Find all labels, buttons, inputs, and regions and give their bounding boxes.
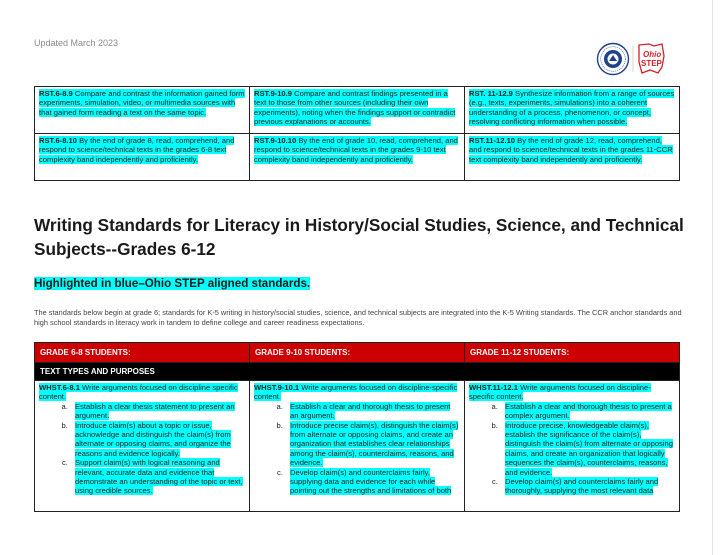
intro-paragraph: The standards below begin at grade 6; standards for K-5 writing in history/social studies, science, and technical subjects are integrated into the K-5 Writing standards. The CCR anchor standards and high school standards in literacy work in tandem to define college and career readiness expectations. [34,308,682,327]
section-row [35,363,680,381]
table-cell: RST.9-10.9 Compare and contrast findings presented in a text to those from other sources (including their own experiments), noting when the findings support or contradict previous explanations or accounts. [250,87,465,134]
table-row [35,87,680,134]
reading-standards-table [34,86,680,181]
list-item: b. Introduce precise, knowledgeable claim(s), establish the significance of the claim(s), distinguish the claim(s) from alternate or opposing claims, and create an organization that logically sequences the claim(s), counterclaims, reasons, and evidence. [500,421,675,477]
ohio-logos [596,42,684,76]
table-row [35,381,680,512]
header-grade-9-10: GRADE 9-10 STUDENTS: [250,343,465,363]
writing-standards-table [34,342,680,512]
header-grade-6-8: GRADE 6-8 STUDENTS: [35,343,250,363]
standard-cell-9-10: WHST.9-10.1 Write arguments focused on discipline-specific content. a. Establish a clear and thorough thesis to present an argument. b. Introduce precise claim(s), distinguish the claim(s) from alternate or opposing claims, and create an organization that establishes clear relationships among the claim(s), counterclaims, reasons, and evidence. c. Develop claim(s) and counterclaims fairly, supplying data and evidence for each while pointing out the strengths and limitations of both [250,381,465,512]
table-cell: RST.11-12.10 By the end of grade 12, read, comprehend, and respond to science/technical texts in the grades 11-CCR text complexity band independently and proficiently. [465,134,680,181]
table-cell: RST.6-8.10 By the end of grade 8, read, comprehend, and respond to science/technical texts in the grades 6-8 text complexity band independently and proficiently. [35,134,250,181]
header-grade-11-12: GRADE 11-12 STUDENTS: [465,343,680,363]
updated-date: Updated March 2023 [34,38,119,48]
standard-cell-6-8: WHST.6-8.1 Write arguments focused on discipline specific content. a. Establish a clear thesis statement to present an argument. b. Introduce claim(s) about a topic or issue, acknowledge and distinguish the claim(s) from alternate or opposing claims, and organize the reasons and evidence logically. c. Support claim(s) with logical reasoning and relevant, accurate data and evidence that demonstrate an understanding of the topic or text, using credible sources. [35,381,250,512]
list-item: a. Establish a clear and thorough thesis to present an argument. [285,402,460,421]
list-item: b. Introduce claim(s) about a topic or issue, acknowledge and distinguish the claim(s) from alternate or opposing claims, and organize the reasons and evidence logically. [70,421,245,459]
svg-text:STEP: STEP [641,59,662,68]
list-item: c. Develop claim(s) and counterclaims fairly, supplying data and evidence for each while pointing out the strengths and limitations of both [285,468,460,496]
table-cell: RST.6-8.9 Compare and contrast the information gained form experiments, simulation, video, or multimedia sources with that gained form reading a text on the same topic. [35,87,250,134]
list-item: c. Develop claim(s) and counterclaims fairly and thoroughly, supplying the most relevant data [500,477,675,496]
highlight-note: Highlighted in blue–Ohio STEP aligned standards. [34,277,311,290]
svg-text:Ohio: Ohio [643,50,662,59]
table-cell: RST.9-10.10 By the end of grade 10, read, comprehend, and respond to science/technical texts in the grades 9-10 text complexity band independently and proficiently. [250,134,465,181]
table-cell: RST. 11-12.9 Synthesize information from a range of sources (e.g., texts, experiments, simulations) into a coherent understanding of a process, phenomenon, or concept, resolving conflicting information when possible. [465,87,680,134]
section-title: Writing Standards for Literacy in History/Social Studies, Science, and Technical Subjects--Grades 6-12 [34,215,684,259]
section-label: TEXT TYPES AND PURPOSES [35,363,680,381]
list-item: b. Introduce precise claim(s), distinguish the claim(s) from alternate or opposing claims, and create an organization that establishes clear relationships among the claim(s), counterclaims, reasons, and evidence. [285,421,460,468]
ohio-step-logo-icon [639,44,664,73]
table-row [35,134,680,181]
criteria-list [469,402,675,496]
list-item: a. Establish a clear and thorough thesis to present a complex argument. [500,402,675,421]
state-board-seal-icon [598,44,629,75]
standard-cell-11-12: WHST.11-12.1 Write arguments focused on discipline-specific content. a. Establish a clear and thorough thesis to present a complex argument. b. Introduce precise, knowledgeable claim(s), establish the significance of the claim(s), distinguish the claim(s) from alternate or opposing claims, and create an organization that logically sequences the claim(s), counterclaims, reasons, and evidence. c. Develop claim(s) and counterclaims fairly and thoroughly, supplying the most relevant data [465,381,680,512]
list-item: a. Establish a clear thesis statement to present an argument. [70,402,245,421]
table-header-row [35,343,680,363]
list-item: c. Support claim(s) with logical reasoning and relevant, accurate data and evidence that demonstrate an understanding of the topic or text, using credible sources. [70,458,245,496]
criteria-list [39,402,245,496]
criteria-list [254,402,460,496]
